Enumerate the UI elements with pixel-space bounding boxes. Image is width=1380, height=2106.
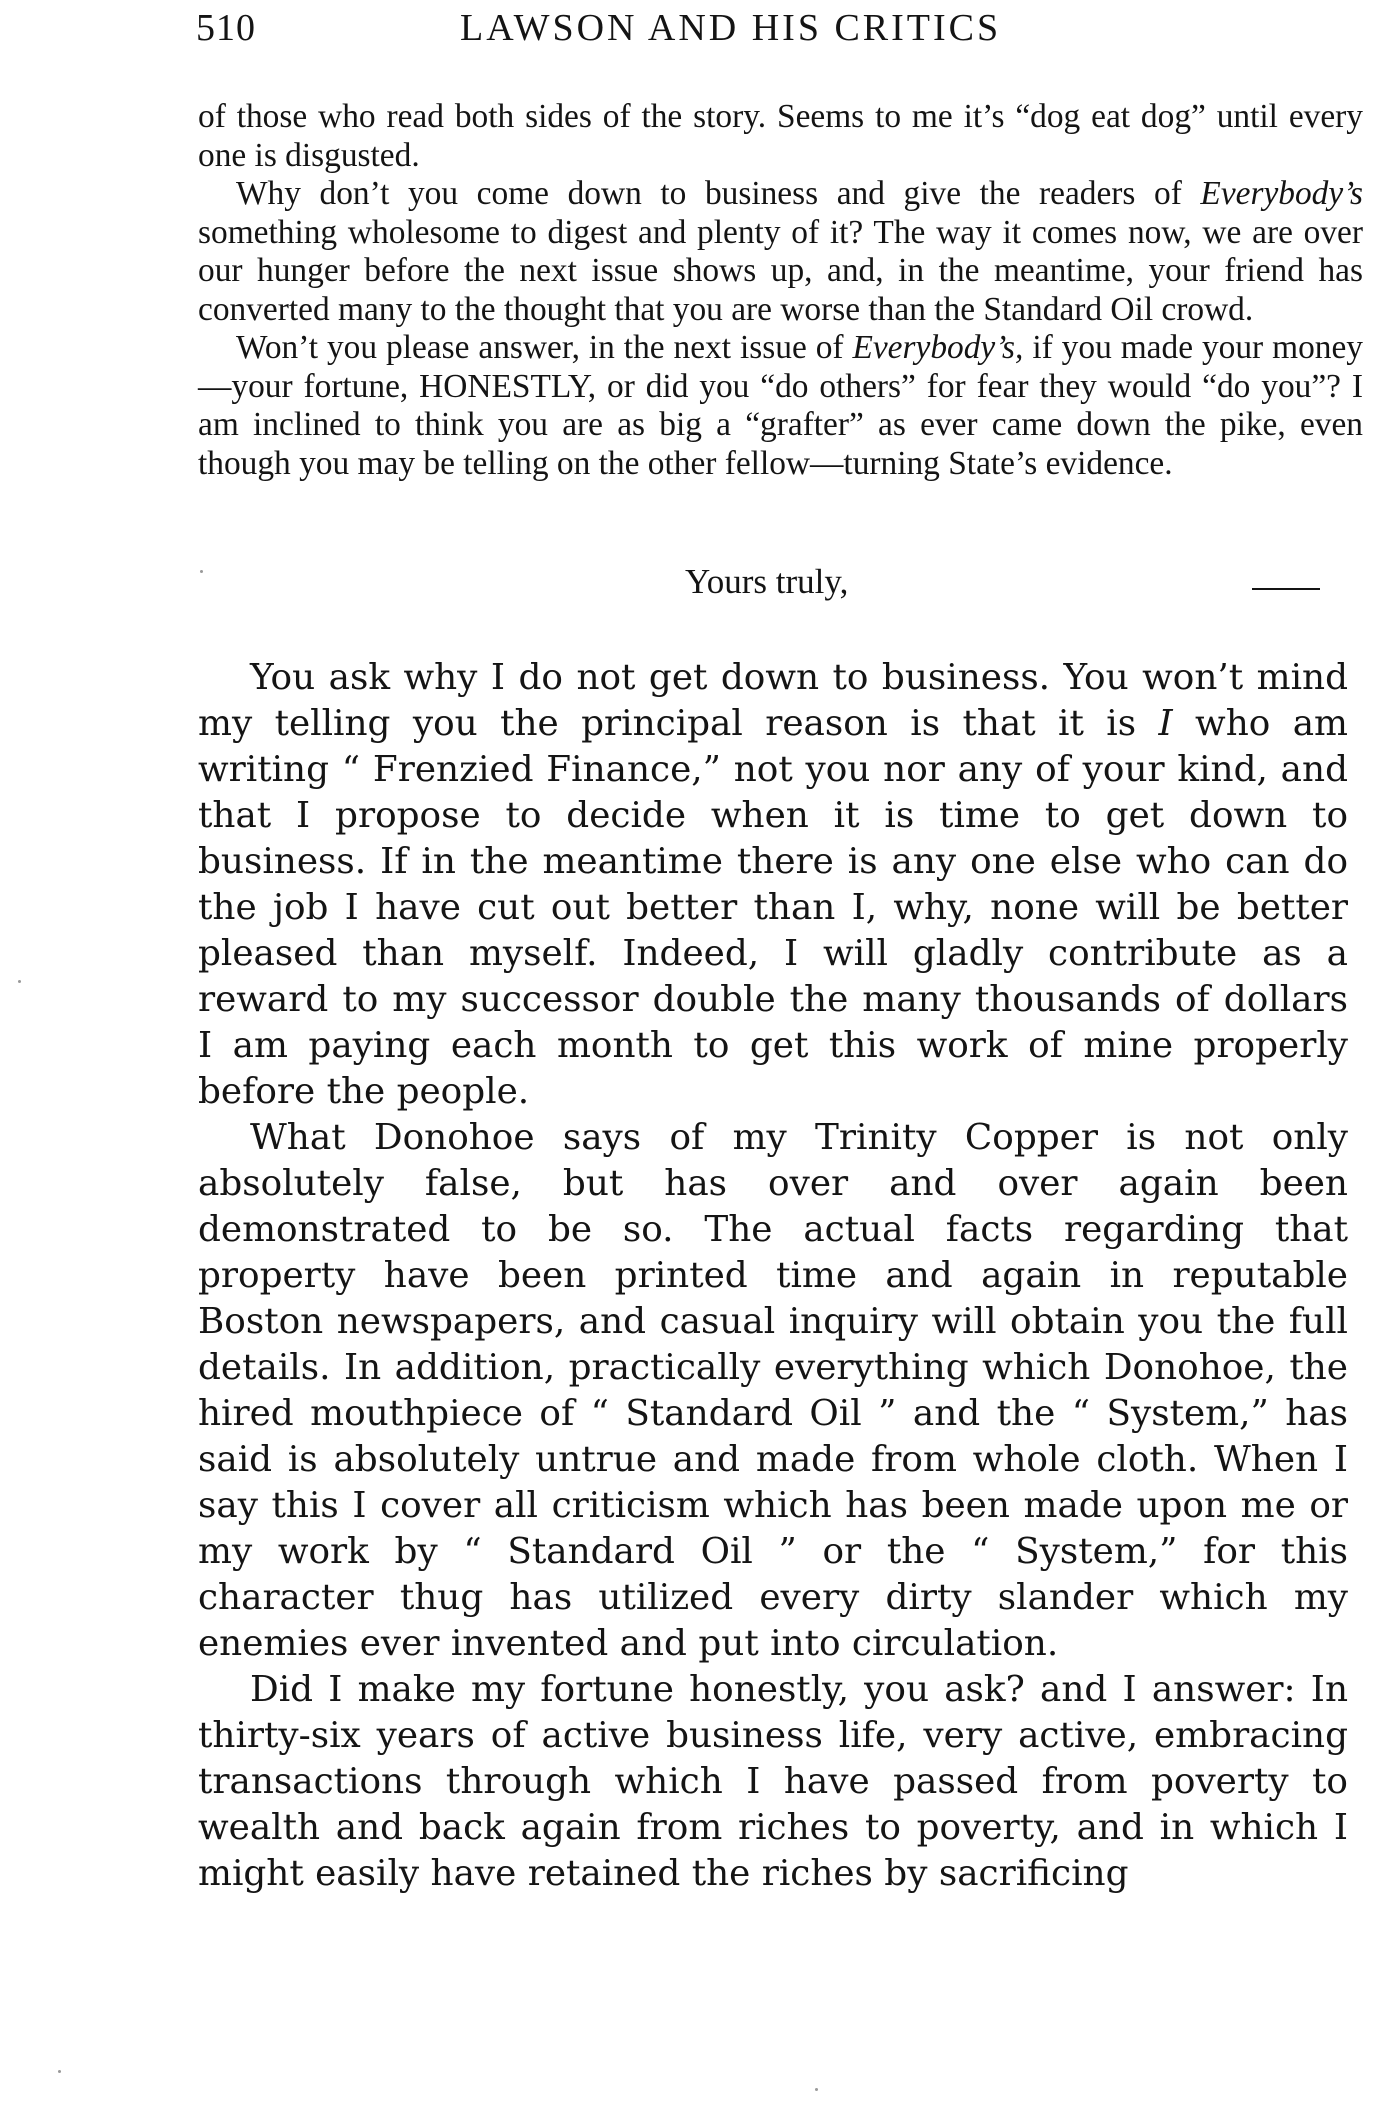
reply-text: You ask why I do not get down to business. You won’t mind my telling you the principal reason is that it is (198, 657, 1348, 744)
letter-paragraph (198, 98, 1363, 175)
scan-speck (815, 2088, 818, 2091)
letter-paragraph (198, 329, 1363, 483)
reply-text: Did I make my fortune honestly, you ask? and I answer: In thirty-six years of active business life, very active, embracing transactions through which I have passed from poverty to wealth and back again from riches to poverty, and in which I might easily have retained the riches by sacrificing (198, 1669, 1348, 1894)
letter-text: of those who read both sides of the story. Seems to me it’s “dog eat dog” until every one is disgusted. (198, 98, 1363, 174)
letter-text: Won’t you please answer, in the next issue of (236, 329, 853, 366)
page-header (196, 6, 1346, 58)
signature-dash (1252, 588, 1320, 590)
letter-text: Why don’t you come down to business and give the readers of (236, 175, 1201, 212)
author-reply (198, 655, 1348, 1897)
reply-paragraph (198, 1115, 1348, 1667)
letter-text: if you made your money—your fortune, HONESTLY, or did you “do others” for fear they would “do you”? I am inclined to think you are as big a “grafter” as ever came down the pike, even though you may be telling on the other fellow—turning State’s evidence. (198, 329, 1363, 482)
quoted-letter (198, 98, 1363, 483)
letter-signoff: Yours truly, (685, 562, 849, 601)
scan-speck (58, 2070, 61, 2073)
reply-text: who am writing “ Frenzied Finance,” not you nor any of your kind, and that I propose to decide when it is time to get down to business. If in the meantime there is any one else who can do the job I have cut out better than I, why, none will be better pleased than myself. Indeed, I will gladly contribute as a reward to my successor double the many thousands of dollars I am paying each month to get this work of mine properly before the people. (198, 703, 1348, 1112)
reply-text: What Donohoe says of my Trinity Copper is not only absolutely false, but has over and over again been demonstrated to be so. The actual facts regarding that property have been printed time and again in reputable Boston newspapers, and casual inquiry will obtain you the full details. In addition, practically everything which Donohoe, the hired mouthpiece of “ Standard Oil ” and the “ System,” has said is absolutely untrue and made from whole cloth. When I say this I cover all criticism which has been made upon me or my work by “ Standard Oil ” or the “ System,” for this character thug has utilized every dirty slander which my enemies ever invented and put into circulation. (198, 1117, 1348, 1664)
letter-text: something wholesome to digest and plenty of it? The way it comes now, we are over our hunger before the next issue shows up, and, in the meantime, your friend has converted many to the thought that you are worse than the Standard Oil crowd. (198, 213, 1363, 328)
page-number: 510 (196, 7, 256, 49)
magazine-title: Everybody’s, (852, 329, 1024, 366)
scan-speck (18, 980, 21, 983)
reply-paragraph (198, 655, 1348, 1115)
magazine-title: Everybody’s (1200, 175, 1363, 212)
scan-speck (200, 570, 203, 573)
running-title: LAWSON AND HIS CRITICS (460, 7, 1002, 49)
letter-paragraph (198, 175, 1363, 329)
reply-paragraph (198, 1667, 1348, 1897)
emphasis: I (1158, 703, 1173, 744)
